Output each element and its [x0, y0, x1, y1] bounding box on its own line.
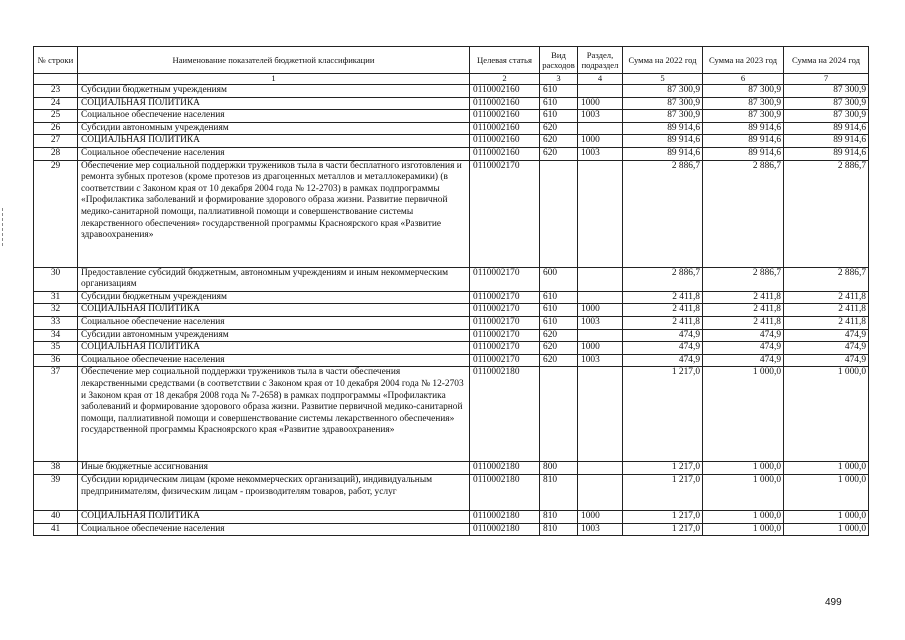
target-article-cell: 0110002170: [470, 267, 540, 291]
row-number-cell: 36: [34, 354, 78, 367]
column-number-1: 1: [78, 74, 470, 85]
scan-edge-mark: [2, 208, 4, 246]
column-number-6: 6: [703, 74, 784, 85]
sum-2023-cell: 89 914,6: [703, 122, 784, 135]
indicator-name-cell: Предоставление субсидий бюджетным, автономным учреждениям и иным некоммерческим организациям: [78, 267, 470, 291]
target-article-cell: 0110002180: [470, 367, 540, 462]
table-body: [34, 85, 869, 536]
indicator-name-cell: Субсидии юридическим лицам (кроме некоммерческих организаций), индивидуальным предпринимателям, физическим лицам - производителям товаров, работ, услуг: [78, 474, 470, 510]
sum-2024-cell: 1 000,0: [784, 523, 869, 536]
column-number-row: [34, 74, 869, 85]
expense-kind-cell: 610: [540, 304, 578, 317]
indicator-name-cell: Субсидии автономным учреждениям: [78, 329, 470, 342]
sum-2022-cell: 89 914,6: [623, 147, 703, 160]
target-article-cell: 0110002160: [470, 135, 540, 148]
section-cell: [578, 122, 623, 135]
indicator-name-cell: Социальное обеспечение населения: [78, 147, 470, 160]
row-number-cell: 34: [34, 329, 78, 342]
sum-2022-cell: 87 300,9: [623, 85, 703, 98]
table-row: [34, 462, 869, 475]
sum-2024-cell: 1 000,0: [784, 474, 869, 510]
target-article-cell: 0110002170: [470, 160, 540, 267]
row-number-cell: 37: [34, 367, 78, 462]
indicator-name-cell: Субсидии бюджетным учреждениям: [78, 85, 470, 98]
table-row: [34, 523, 869, 536]
table-row: [34, 97, 869, 110]
sum-2024-cell: 87 300,9: [784, 110, 869, 123]
sum-2024-cell: 2 886,7: [784, 267, 869, 291]
row-number-cell: 39: [34, 474, 78, 510]
header-row-number: № строки: [34, 47, 78, 74]
target-article-cell: 0110002160: [470, 110, 540, 123]
section-cell: [578, 367, 623, 462]
table-row: [34, 304, 869, 317]
table-row: [34, 122, 869, 135]
row-number-cell: 40: [34, 510, 78, 523]
indicator-name-cell: Обеспечение мер социальной поддержки тружеников тыла в части бесплатного изготовления и ремонта зубных протезов (кроме протезов из драгоценных металлов и металлокерамики) (в соответствии с Законом края от 10 декабря 2004 года № 12-2703) в рамках подпрограммы «Профилактика заболеваний и формирование здорового образа жизни. Развитие первичной медико-санитарной помощи, паллиативной помощи и совершенствование системы лекарственного обеспечения» государственной программы Красноярского края «Развитие здравоохранения»: [78, 160, 470, 267]
sum-2023-cell: 2 886,7: [703, 160, 784, 267]
sum-2022-cell: 1 217,0: [623, 510, 703, 523]
sum-2022-cell: 2 411,8: [623, 291, 703, 304]
header-indicator-name: Наименование показателей бюджетной классификации: [78, 47, 470, 74]
sum-2024-cell: 474,9: [784, 342, 869, 355]
sum-2024-cell: 87 300,9: [784, 97, 869, 110]
header-sum-2022: Сумма на 2022 год: [623, 47, 703, 74]
sum-2023-cell: 87 300,9: [703, 85, 784, 98]
indicator-name-cell: СОЦИАЛЬНАЯ ПОЛИТИКА: [78, 97, 470, 110]
table-row: [34, 160, 869, 267]
indicator-name-cell: СОЦИАЛЬНАЯ ПОЛИТИКА: [78, 135, 470, 148]
sum-2024-cell: 2 886,7: [784, 160, 869, 267]
sum-2022-cell: 2 886,7: [623, 267, 703, 291]
row-number-cell: 28: [34, 147, 78, 160]
table-row: [34, 510, 869, 523]
sum-2024-cell: 89 914,6: [784, 135, 869, 148]
table-row: [34, 474, 869, 510]
target-article-cell: 0110002180: [470, 474, 540, 510]
target-article-cell: 0110002180: [470, 523, 540, 536]
sum-2022-cell: 474,9: [623, 329, 703, 342]
row-number-cell: 23: [34, 85, 78, 98]
sum-2023-cell: 474,9: [703, 329, 784, 342]
row-number-cell: 38: [34, 462, 78, 475]
sum-2022-cell: 1 217,0: [623, 367, 703, 462]
section-cell: 1003: [578, 147, 623, 160]
column-number-7: 7: [784, 74, 869, 85]
header-target-article: Целевая статья: [470, 47, 540, 74]
sum-2022-cell: 87 300,9: [623, 110, 703, 123]
section-cell: 1000: [578, 304, 623, 317]
expense-kind-cell: [540, 160, 578, 267]
table-row: [34, 329, 869, 342]
sum-2022-cell: 89 914,6: [623, 122, 703, 135]
section-cell: [578, 462, 623, 475]
row-number-cell: 31: [34, 291, 78, 304]
section-cell: 1003: [578, 523, 623, 536]
table-row: [34, 342, 869, 355]
header-sum-2023: Сумма на 2023 год: [703, 47, 784, 74]
indicator-name-cell: Социальное обеспечение населения: [78, 354, 470, 367]
expense-kind-cell: [540, 367, 578, 462]
expense-kind-cell: 620: [540, 122, 578, 135]
sum-2022-cell: 2 411,8: [623, 304, 703, 317]
sum-2022-cell: 474,9: [623, 354, 703, 367]
expense-kind-cell: 810: [540, 523, 578, 536]
indicator-name-cell: СОЦИАЛЬНАЯ ПОЛИТИКА: [78, 304, 470, 317]
sum-2023-cell: 2 411,8: [703, 291, 784, 304]
expense-kind-cell: 610: [540, 291, 578, 304]
expense-kind-cell: 610: [540, 97, 578, 110]
table-row: [34, 291, 869, 304]
sum-2024-cell: 2 411,8: [784, 304, 869, 317]
row-number-cell: 25: [34, 110, 78, 123]
target-article-cell: 0110002170: [470, 354, 540, 367]
section-cell: 1000: [578, 510, 623, 523]
row-number-cell: 30: [34, 267, 78, 291]
budget-table-container: [33, 46, 868, 536]
table-row: [34, 85, 869, 98]
expense-kind-cell: 600: [540, 267, 578, 291]
sum-2024-cell: 89 914,6: [784, 147, 869, 160]
table-row: [34, 367, 869, 462]
sum-2022-cell: 1 217,0: [623, 523, 703, 536]
target-article-cell: 0110002160: [470, 85, 540, 98]
indicator-name-cell: Социальное обеспечение населения: [78, 523, 470, 536]
sum-2024-cell: 1 000,0: [784, 367, 869, 462]
indicator-name-cell: Иные бюджетные ассигнования: [78, 462, 470, 475]
section-cell: [578, 160, 623, 267]
sum-2023-cell: 2 411,8: [703, 316, 784, 329]
sum-2023-cell: 1 000,0: [703, 510, 784, 523]
sum-2024-cell: 2 411,8: [784, 291, 869, 304]
sum-2023-cell: 1 000,0: [703, 367, 784, 462]
section-cell: [578, 291, 623, 304]
sum-2023-cell: 87 300,9: [703, 110, 784, 123]
budget-table: [33, 46, 869, 536]
indicator-name-cell: Субсидии автономным учреждениям: [78, 122, 470, 135]
header-sum-2024: Сумма на 2024 год: [784, 47, 869, 74]
sum-2022-cell: 2 411,8: [623, 316, 703, 329]
row-number-cell: 41: [34, 523, 78, 536]
header-expense-kind: Вид расходов: [540, 47, 578, 74]
expense-kind-cell: 620: [540, 135, 578, 148]
sum-2022-cell: 89 914,6: [623, 135, 703, 148]
indicator-name-cell: Субсидии бюджетным учреждениям: [78, 291, 470, 304]
column-number-5: 5: [623, 74, 703, 85]
sum-2024-cell: 1 000,0: [784, 510, 869, 523]
sum-2022-cell: 474,9: [623, 342, 703, 355]
expense-kind-cell: 620: [540, 329, 578, 342]
section-cell: 1003: [578, 354, 623, 367]
row-number-cell: 35: [34, 342, 78, 355]
expense-kind-cell: 620: [540, 147, 578, 160]
sum-2022-cell: 87 300,9: [623, 97, 703, 110]
expense-kind-cell: 800: [540, 462, 578, 475]
row-number-cell: 26: [34, 122, 78, 135]
expense-kind-cell: 620: [540, 342, 578, 355]
target-article-cell: 0110002180: [470, 462, 540, 475]
sum-2023-cell: 2 886,7: [703, 267, 784, 291]
target-article-cell: 0110002170: [470, 316, 540, 329]
sum-2023-cell: 89 914,6: [703, 135, 784, 148]
column-number-2: 2: [470, 74, 540, 85]
target-article-cell: 0110002170: [470, 329, 540, 342]
table-row: [34, 316, 869, 329]
target-article-cell: 0110002160: [470, 147, 540, 160]
sum-2022-cell: 2 886,7: [623, 160, 703, 267]
row-number-cell: 24: [34, 97, 78, 110]
section-cell: [578, 267, 623, 291]
indicator-name-cell: СОЦИАЛЬНАЯ ПОЛИТИКА: [78, 342, 470, 355]
table-row: [34, 147, 869, 160]
target-article-cell: 0110002160: [470, 122, 540, 135]
sum-2022-cell: 1 217,0: [623, 462, 703, 475]
sum-2023-cell: 1 000,0: [703, 474, 784, 510]
sum-2023-cell: 2 411,8: [703, 304, 784, 317]
expense-kind-cell: 610: [540, 85, 578, 98]
target-article-cell: 0110002170: [470, 342, 540, 355]
sum-2023-cell: 87 300,9: [703, 97, 784, 110]
sum-2024-cell: 1 000,0: [784, 462, 869, 475]
section-cell: 1003: [578, 316, 623, 329]
expense-kind-cell: 810: [540, 510, 578, 523]
row-number-cell: 27: [34, 135, 78, 148]
target-article-cell: 0110002180: [470, 510, 540, 523]
section-cell: 1000: [578, 135, 623, 148]
sum-2023-cell: 1 000,0: [703, 523, 784, 536]
column-number-3: 3: [540, 74, 578, 85]
column-number-blank: [34, 74, 78, 85]
sum-2023-cell: 474,9: [703, 342, 784, 355]
row-number-cell: 32: [34, 304, 78, 317]
sum-2023-cell: 1 000,0: [703, 462, 784, 475]
target-article-cell: 0110002170: [470, 304, 540, 317]
target-article-cell: 0110002170: [470, 291, 540, 304]
sum-2022-cell: 1 217,0: [623, 474, 703, 510]
indicator-name-cell: Социальное обеспечение населения: [78, 110, 470, 123]
table-row: [34, 110, 869, 123]
section-cell: [578, 329, 623, 342]
indicator-name-cell: СОЦИАЛЬНАЯ ПОЛИТИКА: [78, 510, 470, 523]
expense-kind-cell: 610: [540, 316, 578, 329]
section-cell: [578, 85, 623, 98]
sum-2024-cell: 474,9: [784, 354, 869, 367]
table-row: [34, 135, 869, 148]
header-section: Раздел, подраздел: [578, 47, 623, 74]
header-row: [34, 47, 869, 74]
expense-kind-cell: 810: [540, 474, 578, 510]
expense-kind-cell: 620: [540, 354, 578, 367]
section-cell: [578, 474, 623, 510]
section-cell: 1000: [578, 342, 623, 355]
target-article-cell: 0110002160: [470, 97, 540, 110]
sum-2024-cell: 89 914,6: [784, 122, 869, 135]
page-number: 499: [825, 597, 842, 608]
section-cell: 1003: [578, 110, 623, 123]
sum-2023-cell: 89 914,6: [703, 147, 784, 160]
table-row: [34, 267, 869, 291]
sum-2024-cell: 2 411,8: [784, 316, 869, 329]
sum-2024-cell: 474,9: [784, 329, 869, 342]
sum-2024-cell: 87 300,9: [784, 85, 869, 98]
indicator-name-cell: Обеспечение мер социальной поддержки тружеников тыла в части обеспечения лекарственными средствами (в соответствии с Законом края от 10 декабря 2004 года № 12-2703 и Законом края от 18 декабря 2008 года № 7-2658) в рамках подпрограммы «Профилактика заболеваний и формирование здорового образа жизни. Развитие первичной медико-санитарной помощи, паллиативной помощи и совершенствование системы лекарственного обеспечения» государственной программы Красноярского края «Развитие здравоохранения»: [78, 367, 470, 462]
expense-kind-cell: 610: [540, 110, 578, 123]
indicator-name-cell: Социальное обеспечение населения: [78, 316, 470, 329]
column-number-4: 4: [578, 74, 623, 85]
row-number-cell: 29: [34, 160, 78, 267]
row-number-cell: 33: [34, 316, 78, 329]
sum-2023-cell: 474,9: [703, 354, 784, 367]
table-row: [34, 354, 869, 367]
section-cell: 1000: [578, 97, 623, 110]
